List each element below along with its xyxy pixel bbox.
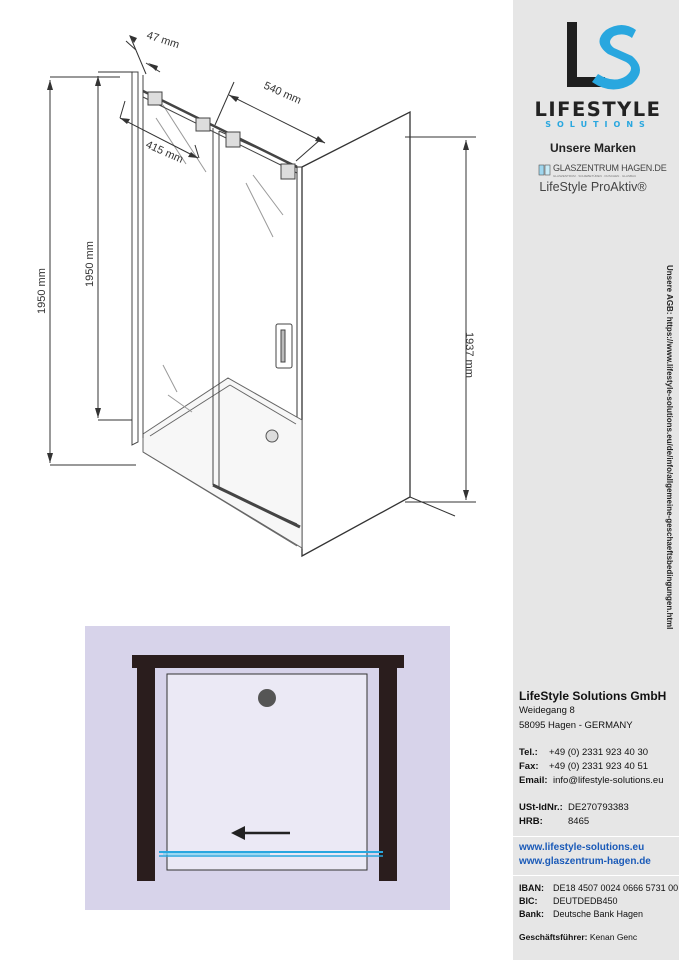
glaszentrum-brand — [538, 163, 673, 181]
top-rail — [143, 91, 297, 179]
bank-row — [519, 909, 644, 919]
agb-vertical-text — [663, 265, 675, 630]
bank-label: Bank: — [519, 909, 545, 919]
logo-wordmark: LIFESTYLE — [534, 98, 662, 121]
dimension-1950-inner: 1950 mm — [84, 241, 96, 287]
glaszentrum-text: GLASZENTRUM HAGEN.DE — [553, 163, 667, 173]
email-value[interactable]: info@lifestyle-solutions.eu — [553, 775, 664, 786]
bic-label: BIC: — [519, 896, 538, 906]
dimension-540: 540 mm — [261, 79, 303, 107]
ust-label: USt-IdNr.: — [519, 802, 563, 813]
website-link-lifestyle[interactable]: www.lifestyle-solutions.eu — [519, 842, 645, 853]
shower-door-technical-drawing — [0, 0, 512, 600]
managing-director — [519, 932, 637, 942]
bic-value: DEUTDEDB450 — [553, 896, 618, 906]
ust-value: DE270793383 — [568, 802, 629, 813]
hrb-label: HRB: — [519, 816, 543, 827]
gf-label: Geschäftsführer: — [519, 932, 588, 942]
lifestyle-solutions-logo — [520, 10, 670, 128]
tel-label: Tel.: — [519, 747, 538, 758]
dimension-1937: 1937 mm — [463, 332, 475, 378]
dimension-1950-outer: 1950 mm — [36, 268, 48, 314]
agb-link[interactable]: Unsere AGB: https://www.lifestyle-solutions.eu/de/info/allgemeine-geschaeftsbedingungen.html — [665, 265, 674, 630]
tel-value[interactable]: +49 (0) 2331 923 40 30 — [549, 747, 649, 758]
floor-plan — [85, 626, 450, 910]
glaszentrum-subtext: GLASZENTRUM · SCHIEBETÜREN · DUSCHEN · GLASBAU — [553, 174, 637, 178]
email-label: Email: — [519, 775, 548, 786]
shower-tray — [143, 378, 302, 548]
brands-title: Unsere Marken — [549, 141, 637, 155]
company-street: Weidegang 8 — [519, 705, 575, 716]
tel-row — [519, 747, 649, 758]
plan-drain-icon — [258, 689, 276, 707]
fax-row — [519, 761, 649, 772]
ust-row — [519, 802, 629, 813]
website-link-glaszentrum[interactable]: www.glaszentrum-hagen.de — [519, 856, 651, 867]
bank-value: Deutsche Bank Hagen — [553, 909, 644, 919]
iban-row — [519, 883, 679, 893]
iban-label: IBAN: — [519, 883, 544, 893]
company-info-panel — [513, 0, 679, 960]
hrb-value: 8465 — [568, 816, 590, 827]
divider — [513, 875, 679, 876]
logo-subtitle: SOLUTIONS — [545, 120, 651, 129]
glaszentrum-icon — [538, 164, 552, 176]
fax-value: +49 (0) 2331 923 40 51 — [549, 761, 649, 772]
dimension-47: 47 mm — [145, 29, 181, 52]
email-row — [519, 775, 664, 786]
fax-label: Fax: — [519, 761, 539, 772]
side-wall — [297, 112, 410, 556]
fixed-glass-panel — [132, 72, 206, 445]
gf-value: Kenan Genc — [589, 932, 638, 942]
iban-value: DE18 4507 0024 0666 5731 00 — [553, 883, 679, 893]
company-city: 58095 Hagen - GERMANY — [519, 720, 633, 731]
bic-row — [519, 896, 618, 906]
company-name: LifeStyle Solutions GmbH — [519, 689, 667, 703]
hrb-row — [519, 816, 590, 827]
dimension-415: 415 mm — [143, 138, 185, 166]
proaktiv-brand: LifeStyle ProAktiv® — [539, 180, 647, 194]
divider — [513, 836, 679, 837]
